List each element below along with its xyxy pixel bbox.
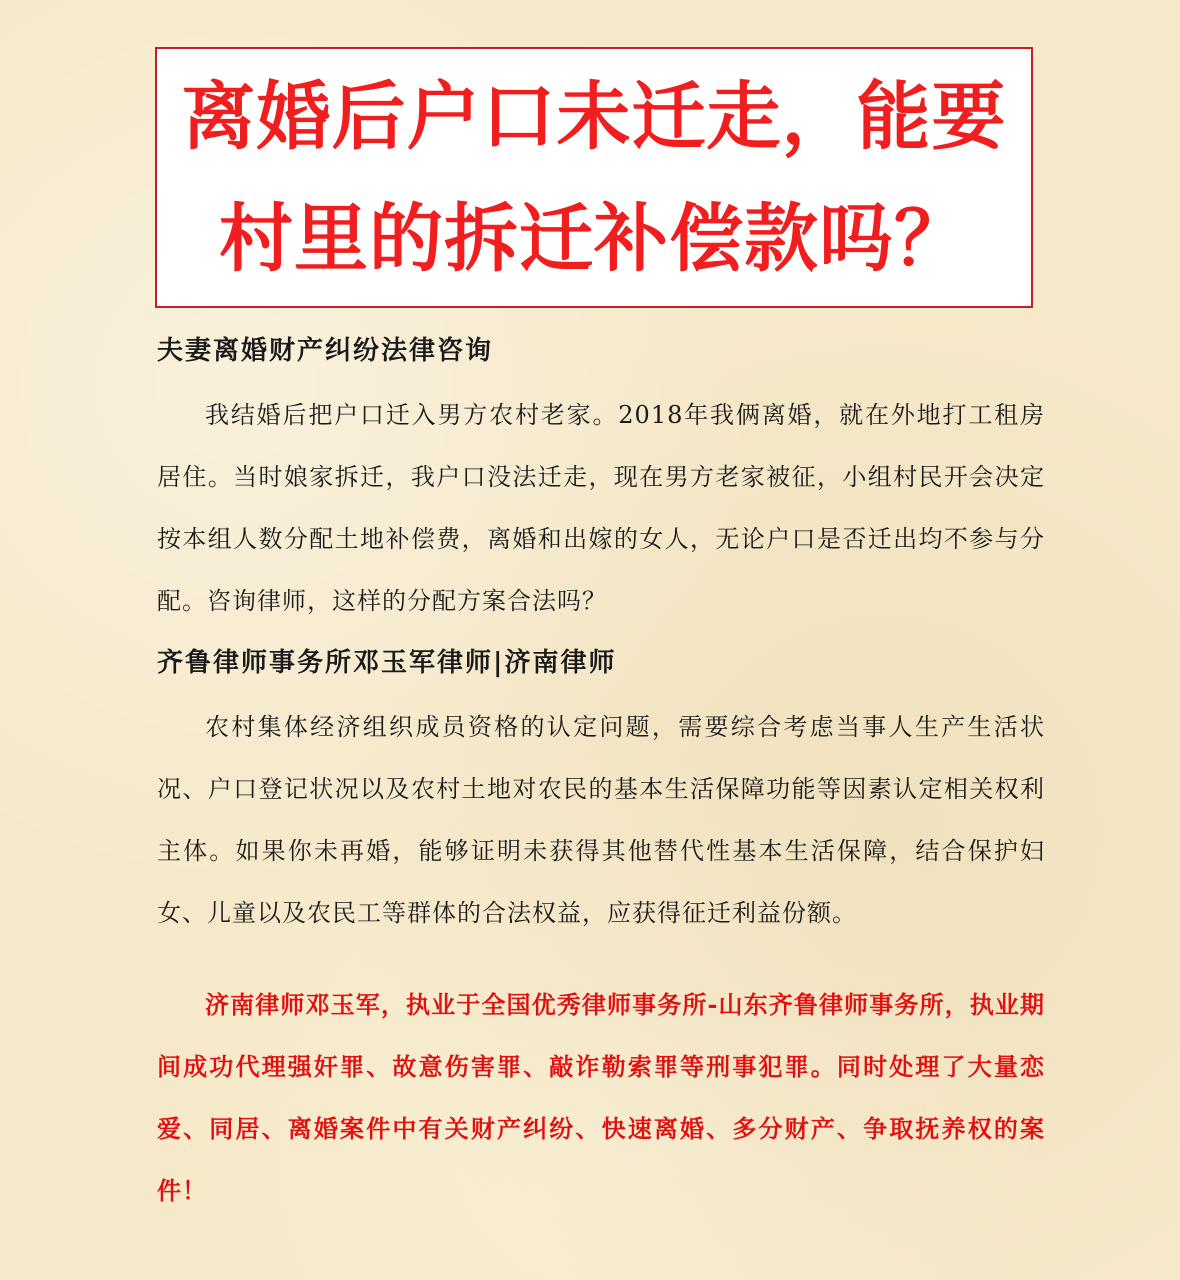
title-line-2: 村里的拆迁补偿款吗？: [219, 195, 969, 282]
answer-paragraph: 农村集体经济组织成员资格的认定问题，需要综合考虑当事人生产生活状况、户口登记状况以及农村土地对农民的基本生活保障功能等因素认定相关权利主体。如果你未再婚，能够证明未获得其他替代性基本生活保障，结合保护妇女、儿童以及农民工等群体的合法权益，应获得征迁利益份额。: [157, 713, 1045, 927]
article-body: [157, 328, 1045, 1222]
title-line-1: 离婚后户口未迁走，能要: [181, 73, 1007, 160]
question-heading: 夫妻离婚财产纠纷法律咨询: [157, 336, 494, 366]
answer-heading: 齐鲁律师事务所邓玉军律师|济南律师: [157, 648, 617, 678]
title-banner: [155, 47, 1033, 308]
question-paragraph: 我结婚后把户口迁入男方农村老家。2018年我俩离婚，就在外地打工租房居住。当时娘家拆迁，我户口没法迁走，现在男方老家被征，小组村民开会决定按本组人数分配土地补偿费，离婚和出嫁的女人，无论户口是否迁出均不参与分配。咨询律师，这样的分配方案合法吗？: [157, 401, 1045, 615]
lawyer-promo-paragraph: 济南律师邓玉军，执业于全国优秀律师事务所-山东齐鲁律师事务所，执业期间成功代理强奸罪、故意伤害罪、敲诈勒索罪等刑事犯罪。同时处理了大量恋爱、同居、离婚案件中有关财产纠纷、快速离婚、多分财产、争取抚养权的案件！: [157, 990, 1045, 1205]
